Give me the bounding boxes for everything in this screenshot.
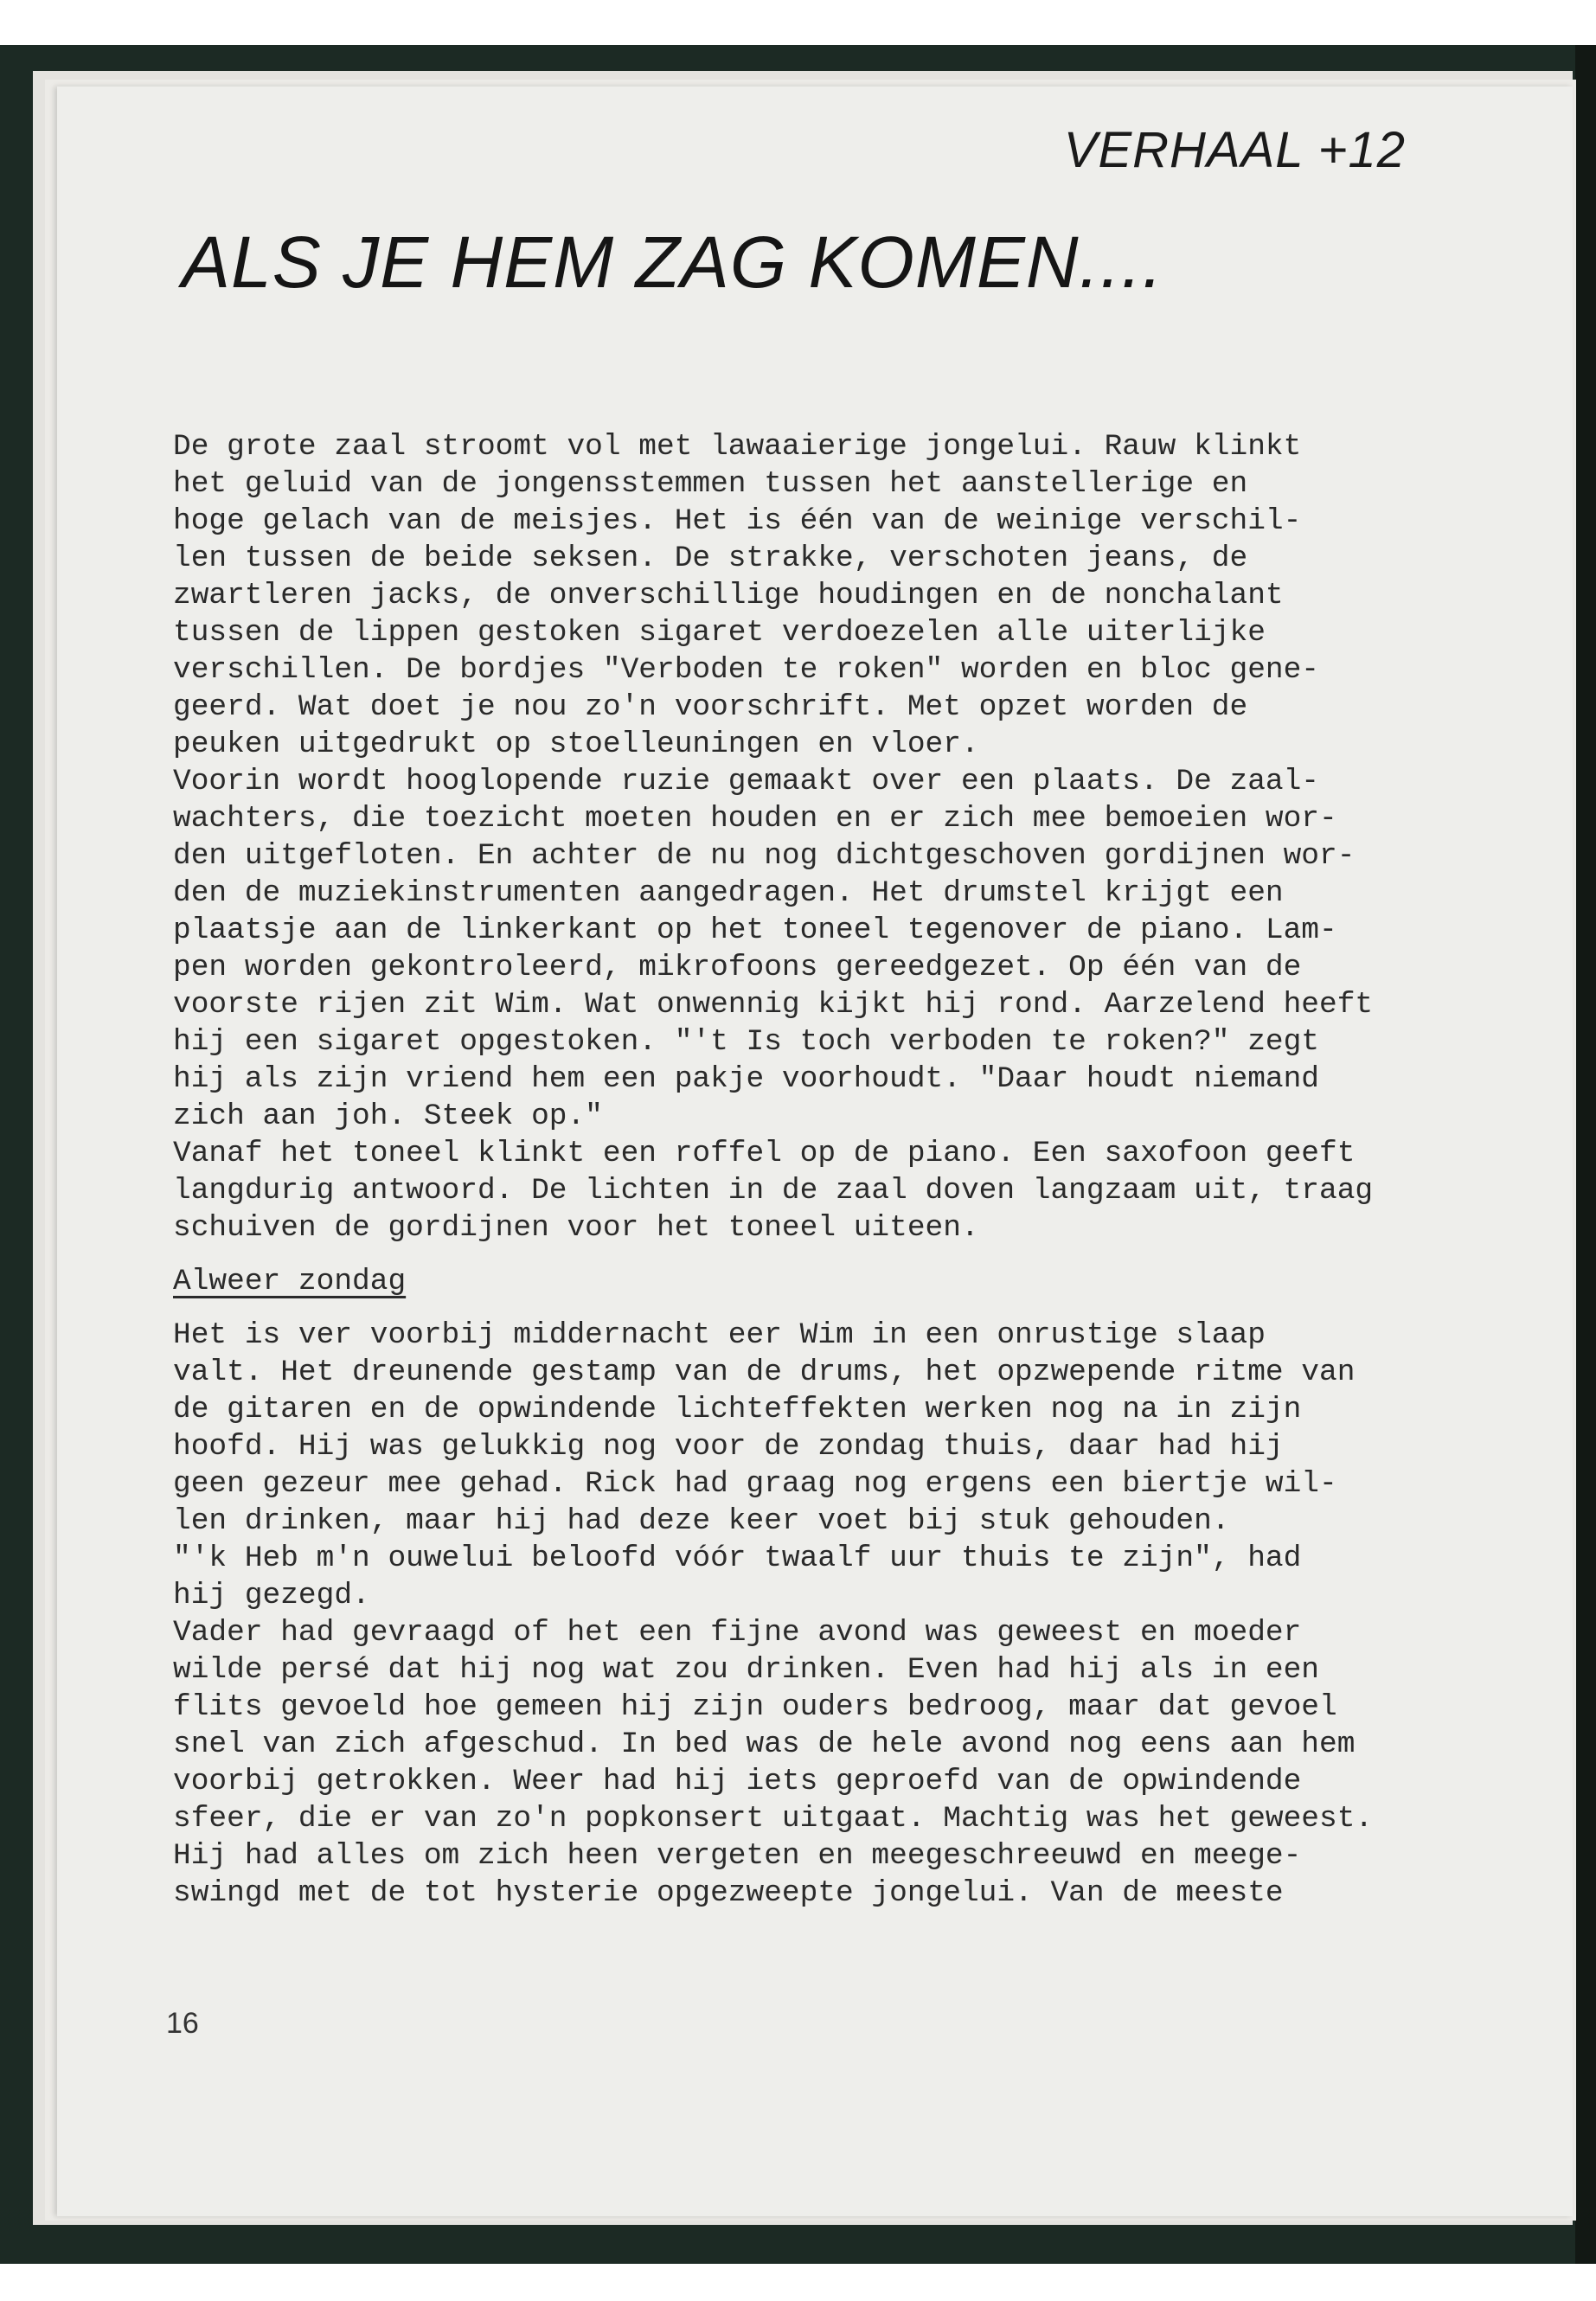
text-line: de gitaren en de opwindende lichteffekten werken nog na in zijn [173, 1393, 1302, 1426]
text-line: hij een sigaret opgestoken. "'t Is toch verboden te roken?" zegt [173, 1025, 1320, 1059]
text-line: wachters, die toezicht moeten houden en er zich mee bemoeien wor- [173, 802, 1337, 836]
text-line: zwartleren jacks, de onverschillige houdingen en de nonchalant [173, 579, 1284, 612]
text-line: verschillen. De bordjes "Verboden te roken" worden en bloc gene- [173, 653, 1320, 687]
text-line: sfeer, die er van zo'n popkonsert uitgaat. Machtig was het geweest. [173, 1802, 1374, 1836]
scan-background-bottom [0, 2264, 1596, 2301]
section-label: VERHAAL +12 [1063, 122, 1406, 178]
text-line: hij als zijn vriend hem een pakje voorhoudt. "Daar houdt niemand [173, 1062, 1320, 1096]
text-line: Het is ver voorbij middernacht eer Wim in een onrustige slaap [173, 1318, 1266, 1352]
paragraph-2 [173, 1317, 1488, 1912]
text-line: schuiven de gordijnen voor het toneel uiteen. [173, 1211, 979, 1245]
story-title: ALS JE HEM ZAG KOMEN.... [182, 221, 1163, 303]
text-line: hij gezegd. [173, 1579, 370, 1612]
text-line: hoofd. Hij was gelukkig nog voor de zondag thuis, daar had hij [173, 1430, 1284, 1464]
text-line: len drinken, maar hij had deze keer voet bij stuk gehouden. [173, 1504, 1230, 1538]
text-line: wilde persé dat hij nog wat zou drinken. Even had hij als in een [173, 1653, 1320, 1687]
text-line: peuken uitgedrukt op stoelleuningen en vloer. [173, 727, 979, 761]
story-text [173, 428, 1488, 1912]
text-line: plaatsje aan de linkerkant op het toneel tegenover de piano. Lam- [173, 913, 1337, 947]
text-line: den de muziekinstrumenten aangedragen. Het drumstel krijgt een [173, 876, 1284, 910]
text-line: snel van zich afgeschud. In bed was de hele avond nog eens aan hem [173, 1727, 1356, 1761]
text-line: Hij had alles om zich heen vergeten en meegeschreeuwd en meege- [173, 1839, 1302, 1873]
text-line: langdurig antwoord. De lichten in de zaal doven langzaam uit, traag [173, 1174, 1374, 1208]
page-number: 16 [166, 2007, 199, 2040]
book-cover-edge [1575, 45, 1596, 2264]
text-line: voorste rijen zit Wim. Wat onwennig kijkt hij rond. Aarzelend heeft [173, 988, 1374, 1022]
text-line: pen worden gekontroleerd, mikrofoons gereedgezet. Op één van de [173, 951, 1302, 984]
text-line: valt. Het dreunende gestamp van de drums, het opzwepende ritme van [173, 1356, 1356, 1389]
text-line: hoge gelach van de meisjes. Het is één van de weinige verschil- [173, 504, 1302, 538]
text-line: swingd met de tot hysterie opgezweepte jongelui. Van de meeste [173, 1876, 1284, 1910]
text-line: voorbij getrokken. Weer had hij iets geproefd van de opwindende [173, 1765, 1302, 1798]
text-line: Voorin wordt hooglopende ruzie gemaakt over een plaats. De zaal- [173, 765, 1320, 798]
text-line: den uitgefloten. En achter de nu nog dichtgeschoven gordijnen wor- [173, 839, 1356, 873]
text-line: geen gezeur mee gehad. Rick had graag nog ergens een biertje wil- [173, 1467, 1337, 1501]
text-line: flits gevoeld hoe gemeen hij zijn ouders bedroog, maar dat gevoel [173, 1690, 1337, 1724]
text-line: Vanaf het toneel klinkt een roffel op de piano. Een saxofoon geeft [173, 1137, 1356, 1170]
scan-background-top [0, 0, 1596, 45]
text-line: De grote zaal stroomt vol met lawaaierige jongelui. Rauw klinkt [173, 430, 1302, 464]
text-line: geerd. Wat doet je nou zo'n voorschrift. Met opzet worden de [173, 690, 1248, 724]
text-line: Vader had gevraagd of het een fijne avond was geweest en moeder [173, 1616, 1302, 1650]
paragraph-1 [173, 428, 1488, 1247]
text-line: het geluid van de jongensstemmen tussen het aanstellerige en [173, 467, 1248, 501]
text-line: zich aan joh. Steek op." [173, 1099, 603, 1133]
text-line: len tussen de beide seksen. De strakke, verschoten jeans, de [173, 542, 1248, 575]
text-line: "'k Heb m'n ouwelui beloofd vóór twaalf uur thuis te zijn", had [173, 1541, 1302, 1575]
subheading: Alweer zondag [173, 1265, 407, 1298]
text-line: tussen de lippen gestoken sigaret verdoezelen alle uiterlijke [173, 616, 1266, 650]
